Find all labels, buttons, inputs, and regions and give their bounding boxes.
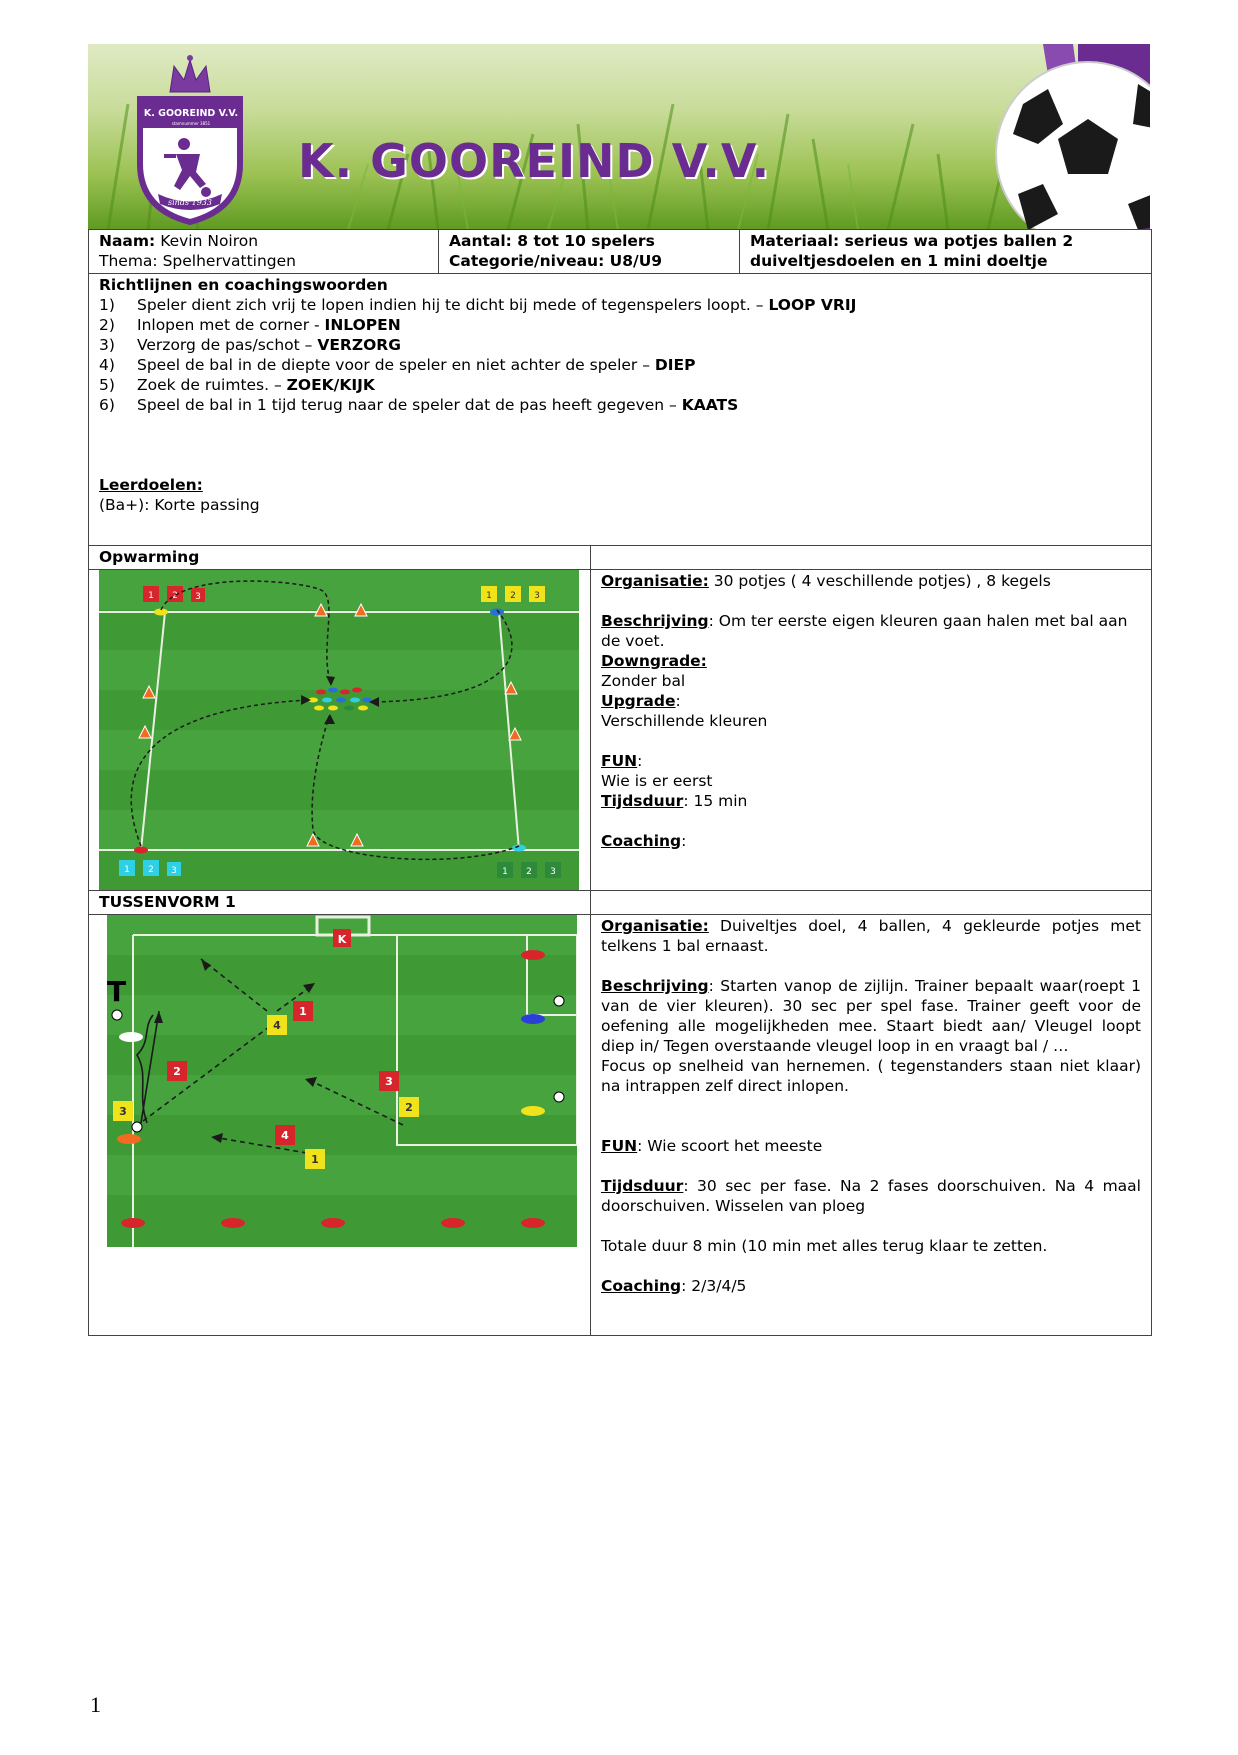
svg-text:2: 2: [148, 865, 154, 875]
guideline-item: 3) Verzorg de pas/schot – VERZORG: [99, 336, 401, 354]
opwarming-title: Opwarming: [89, 546, 591, 570]
svg-text:4: 4: [281, 1129, 289, 1142]
guidelines-cell: [89, 274, 1152, 546]
svg-text:1: 1: [299, 1005, 307, 1018]
tv-fun-label: FUN: [601, 1137, 638, 1155]
opwarming-diagram-cell: [89, 570, 591, 891]
info-naam-cell: [89, 230, 439, 274]
tussenvorm-text-cell: [591, 915, 1152, 1336]
training-sheet: [88, 229, 1152, 1336]
svg-text:3: 3: [195, 592, 201, 602]
opw-coaching-label: Coaching: [601, 832, 682, 850]
opw-tijdsduur-value: : 15 min: [683, 792, 748, 810]
opw-downgrade-label: Downgrade:: [601, 652, 707, 670]
tv-beschrijving-value: : Starten vanop de zijlijn. Trainer bepaalt waar(roept 1 van de vier kleuren). 30 sec per spel fase. Trainer geeft voor de oefening alle mogelijkheden mee. Staart biedt aan/ Vleugel loopt diep in/ Tegen overstaande vleugel loop in en vraagt bal / …: [601, 977, 1141, 1055]
tv-tijdsduur-value: : 30 sec per fase. Na 2 fases doorschuiven. Na 4 maal doorschuiven. Wisselen van ploeg: [601, 1177, 1141, 1215]
opwarming-header-empty: [591, 546, 1152, 570]
materiaal-line2: duiveltjesdoelen en 1 mini doeltje: [750, 252, 1048, 270]
crest-small-text: stamnummer 3851: [171, 121, 211, 126]
tussenvorm-header-empty: [591, 891, 1152, 915]
leerdoelen-value: (Ba+): Korte passing: [99, 496, 260, 514]
svg-text:1: 1: [486, 591, 492, 601]
info-aantal-cell: [439, 230, 740, 274]
opw-fun-label: FUN: [601, 752, 638, 770]
crest-top-text: K. GOOREIND V.V.: [143, 108, 239, 119]
guideline-item: 1) Speler dient zich vrij te lopen indien hij te dicht bij mede of tegenspelers loopt. – LOOP VRIJ: [99, 296, 857, 314]
crest-bottom-text: sinds 1933: [168, 198, 212, 207]
tussenvorm-diagram-cell: [89, 915, 591, 1336]
soccer-ball-icon: [996, 62, 1150, 230]
svg-text:1: 1: [148, 591, 154, 601]
leerdoelen-title: Leerdoelen:: [99, 476, 203, 494]
tv-fun-value: : Wie scoort het meeste: [637, 1137, 823, 1155]
header-banner: [88, 44, 1150, 230]
tv-coaching-label: Coaching: [601, 1277, 682, 1295]
page-number: 1: [90, 1692, 101, 1717]
svg-text:3: 3: [385, 1075, 393, 1088]
svg-text:2: 2: [405, 1101, 413, 1114]
opw-downgrade-value: Zonder bal: [601, 672, 686, 690]
guideline-item: 5) Zoek de ruimtes. – ZOEK/KIJK: [99, 376, 375, 394]
svg-text:2: 2: [173, 1065, 181, 1078]
tv-organisatie-label: Organisatie:: [601, 917, 709, 935]
opw-beschrijving-value: : Om ter eerste eigen kleuren gaan halen met bal aan de voet.: [601, 612, 1128, 650]
trainer-label: T: [107, 975, 127, 1008]
naam-label: Naam:: [99, 232, 156, 250]
tv-focus: Focus op snelheid van hernemen. ( tegenstanders staan niet klaar) na intrappen zelf direct inlopen.: [601, 1057, 1141, 1095]
tv-coaching-value: : 2/3/4/5: [681, 1277, 747, 1295]
categorie-text: Categorie/niveau: U8/U9: [449, 252, 663, 270]
opwarming-header-row: [89, 546, 1152, 570]
tussenvorm-row: [89, 915, 1152, 1336]
tv-organisatie-value: Duiveltjes doel, 4 ballen, 4 gekleurde potjes met telkens 1 bal ernaast.: [601, 917, 1141, 955]
opw-organisatie-value: 30 potjes ( 4 veschillende potjes) , 8 kegels: [708, 572, 1051, 590]
svg-text:2: 2: [172, 591, 178, 601]
guidelines-list: [99, 295, 1141, 415]
svg-text:1: 1: [311, 1153, 319, 1166]
thema-text: Thema: Spelhervattingen: [99, 252, 296, 270]
tussenvorm-header-row: [89, 891, 1152, 915]
club-crest-icon: [140, 55, 240, 222]
svg-text:3: 3: [534, 591, 540, 601]
opwarming-diagram: [99, 570, 579, 890]
svg-text:K: K: [337, 933, 347, 946]
opw-tijdsduur-label: Tijdsduur: [601, 792, 684, 810]
guideline-item: 2) Inlopen met de corner - INLOPEN: [99, 316, 401, 334]
tussenvorm-title: TUSSENVORM 1: [89, 891, 591, 915]
guideline-item: 6) Speel de bal in 1 tijd terug naar de speler dat de pas heeft gegeven – KAATS: [99, 396, 739, 414]
svg-text:1: 1: [124, 865, 130, 875]
tv-tijdsduur-label: Tijdsduur: [601, 1177, 684, 1195]
info-materiaal-cell: [740, 230, 1152, 274]
opwarming-text-cell: Organisatie: 30 potjes ( 4 veschillende potjes) , 8 kegels Beschrijving: Om ter eerste eigen kleuren gaan halen met bal aan de voet. Downgrade: Zonder bal Upgrade: Verschillende kleuren FUN: Wie is er eerst Tijdsduur: 15 min Coaching:: [591, 570, 1152, 891]
svg-text:3: 3: [171, 866, 177, 876]
guideline-item: 4) Speel de bal in de diepte voor de speler en niet achter de speler – DIEP: [99, 356, 696, 374]
tv-totale-duur: Totale duur 8 min (10 min met alles terug klaar te zetten.: [601, 1237, 1048, 1255]
materiaal-line1: Materiaal: serieus wa potjes ballen 2: [750, 232, 1074, 250]
opw-organisatie-label: Organisatie:: [601, 572, 709, 590]
svg-text:4: 4: [273, 1019, 281, 1032]
guidelines-title: Richtlijnen en coachingswoorden: [99, 276, 388, 294]
tussenvorm-diagram: [107, 915, 577, 1247]
tv-beschrijving-label: Beschrijving: [601, 977, 709, 995]
opw-fun-value: Wie is er eerst: [601, 772, 713, 790]
svg-text:2: 2: [526, 867, 532, 877]
opwarming-row: [89, 570, 1152, 891]
naam-value: Kevin Noiron: [160, 232, 259, 250]
svg-text:2: 2: [510, 591, 516, 601]
club-title: K. GOOREIND V.V.: [298, 134, 771, 188]
opw-upgrade-value: Verschillende kleuren: [601, 712, 768, 730]
svg-text:1: 1: [502, 867, 508, 877]
aantal-text: Aantal: 8 tot 10 spelers: [449, 232, 655, 250]
opw-coaching-value: :: [681, 832, 687, 850]
svg-text:3: 3: [550, 867, 556, 877]
guidelines-row: [89, 274, 1152, 546]
opw-beschrijving-label: Beschrijving: [601, 612, 709, 630]
info-row: [89, 230, 1152, 274]
svg-text:3: 3: [119, 1105, 127, 1118]
opw-upgrade-label: Upgrade: [601, 692, 676, 710]
